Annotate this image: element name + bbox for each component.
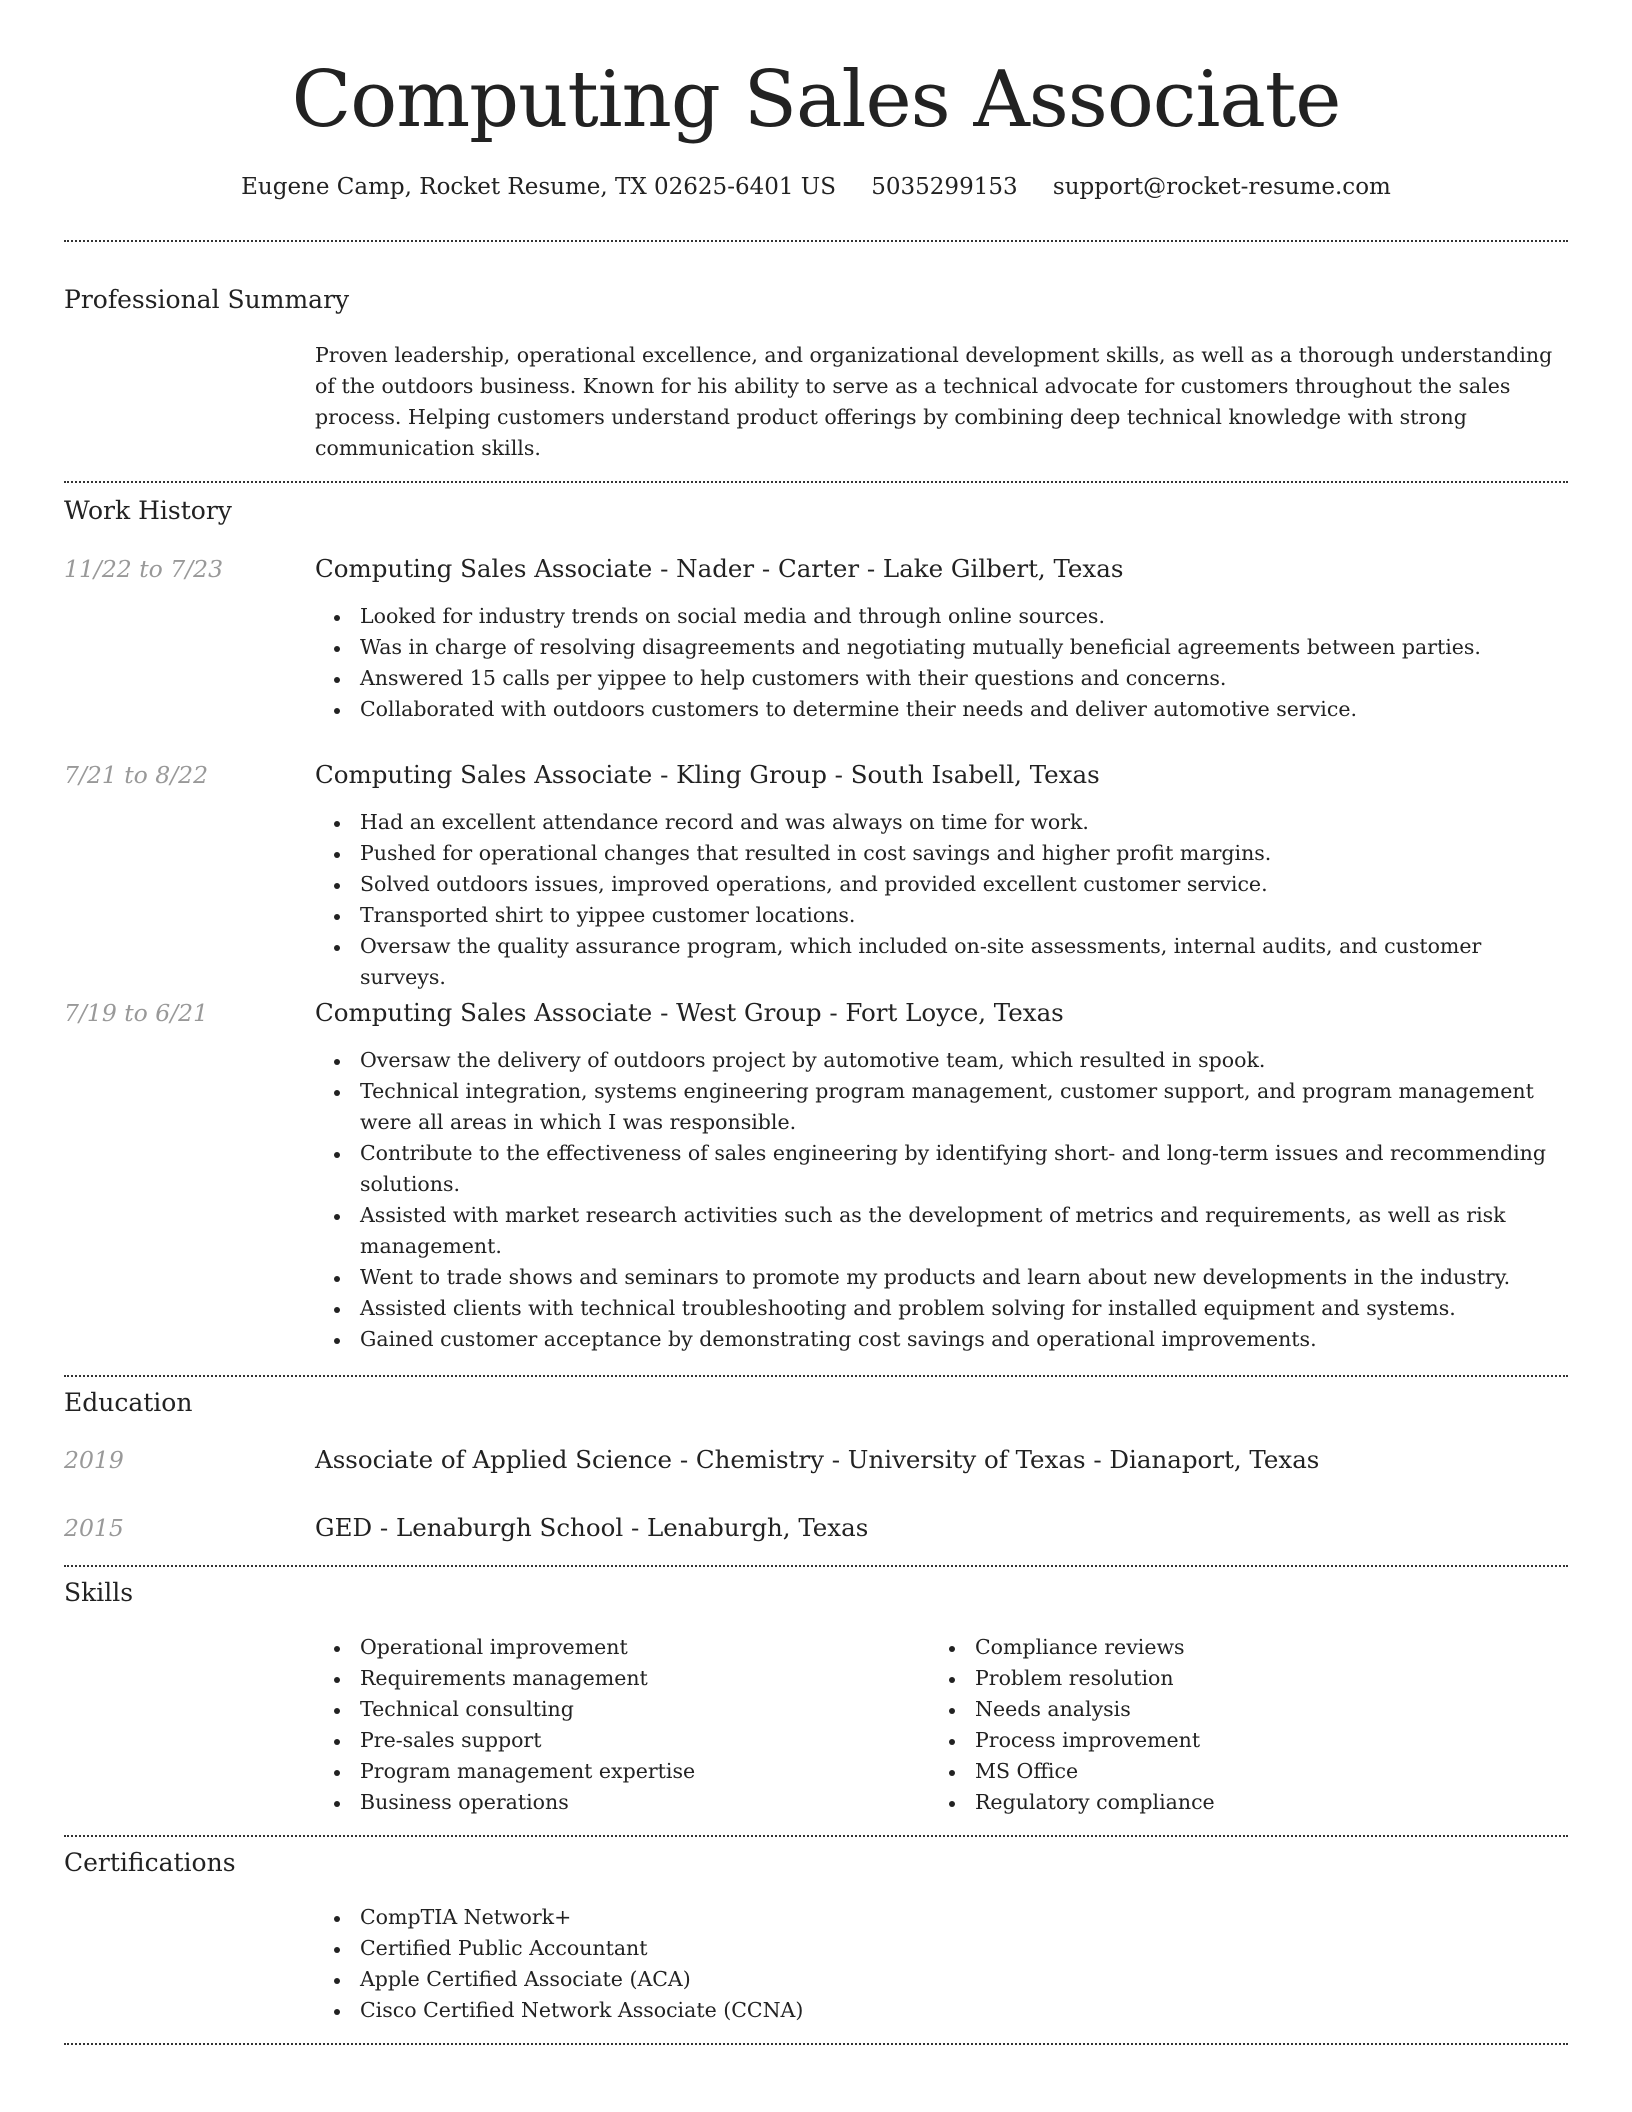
- education-detail: Associate of Applied Science - Chemistry - University of Texas - Dianaport, Texas: [315, 1445, 1320, 1474]
- list-item: Pushed for operational changes that resulted in cost savings and higher profit margins.: [315, 838, 1568, 869]
- section-divider: [64, 1375, 1568, 1377]
- list-item: Problem resolution: [930, 1663, 1215, 1694]
- list-item: Looked for industry trends on social media and through online sources.: [315, 601, 1481, 632]
- section-title-work-history: Work History: [64, 496, 232, 525]
- job-dates: 11/22 to 7/23: [64, 555, 224, 583]
- list-item: Answered 15 calls per yippee to help customers with their questions and concerns.: [315, 663, 1481, 694]
- resume-header: [0, 0, 1632, 204]
- job-dates: 7/21 to 8/22: [64, 761, 209, 789]
- job-role: Computing Sales Associate - Nader - Carter - Lake Gilbert, Texas: [315, 554, 1124, 583]
- section-title-summary: Professional Summary: [64, 285, 350, 314]
- list-item: Gained customer acceptance by demonstrating cost savings and operational improvements.: [315, 1324, 1568, 1355]
- list-item: Had an excellent attendance record and was always on time for work.: [315, 807, 1568, 838]
- section-title-certifications: Certifications: [64, 1848, 236, 1877]
- job-bullets: [315, 807, 1568, 993]
- education-year: 2019: [64, 1446, 124, 1474]
- contact-phone: 5035299153: [871, 174, 1018, 200]
- candidate-title: Computing Sales Associate: [291, 55, 1341, 145]
- contact-line: [0, 170, 1632, 204]
- list-item: MS Office: [930, 1756, 1215, 1787]
- list-item: Was in charge of resolving disagreements and negotiating mutually beneficial agreements between parties.: [315, 632, 1481, 663]
- list-item: Pre-sales support: [315, 1725, 695, 1756]
- section-divider: [64, 1835, 1568, 1837]
- skills-column-right: [930, 1632, 1215, 1818]
- job-role: Computing Sales Associate - West Group - Fort Loyce, Texas: [315, 998, 1064, 1027]
- job-bullets: [315, 1045, 1568, 1355]
- list-item: Collaborated with outdoors customers to determine their needs and deliver automotive service.: [315, 694, 1481, 725]
- list-item: Process improvement: [930, 1725, 1215, 1756]
- list-item: Certified Public Accountant: [315, 1933, 803, 1964]
- section-title-skills: Skills: [64, 1578, 134, 1607]
- education-year: 2015: [64, 1514, 124, 1542]
- list-item: Technical integration, systems engineering program management, customer support, and program management were all areas in which I was responsible.: [315, 1076, 1568, 1138]
- section-divider: [64, 2043, 1568, 2045]
- list-item: CompTIA Network+: [315, 1902, 803, 1933]
- section-title-education: Education: [64, 1388, 193, 1417]
- summary-text: Proven leadership, operational excellence, and organizational development skills, as well as a thorough understanding of the outdoors business. Known for his ability to serve as a technical advocate for customers throughout the sales process. Helping customers understand product offerings by combining deep technical knowledge with strong communication skills.: [315, 343, 1553, 460]
- list-item: Oversaw the delivery of outdoors project by automotive team, which resulted in spook.: [315, 1045, 1568, 1076]
- section-divider: [64, 1565, 1568, 1567]
- list-item: Requirements management: [315, 1663, 695, 1694]
- list-item: Regulatory compliance: [930, 1787, 1215, 1818]
- list-item: Transported shirt to yippee customer locations.: [315, 900, 1568, 931]
- list-item: Business operations: [315, 1787, 695, 1818]
- job-role: Computing Sales Associate - Kling Group - South Isabell, Texas: [315, 760, 1100, 789]
- list-item: Assisted with market research activities such as the development of metrics and requirements, as well as risk management.: [315, 1200, 1568, 1262]
- list-item: Apple Certified Associate (ACA): [315, 1964, 803, 1995]
- list-item: Went to trade shows and seminars to promote my products and learn about new developments in the industry.: [315, 1262, 1568, 1293]
- list-item: Program management expertise: [315, 1756, 695, 1787]
- job-bullets: [315, 601, 1481, 725]
- section-divider: [64, 240, 1568, 242]
- list-item: Assisted clients with technical troubleshooting and problem solving for installed equipment and systems.: [315, 1293, 1568, 1324]
- list-item: Oversaw the quality assurance program, which included on-site assessments, internal audits, and customer surveys.: [315, 931, 1568, 993]
- list-item: Technical consulting: [315, 1694, 695, 1725]
- education-detail: GED - Lenaburgh School - Lenaburgh, Texas: [315, 1513, 869, 1542]
- contact-address: Eugene Camp, Rocket Resume, TX 02625-6401 US: [241, 174, 836, 200]
- list-item: Solved outdoors issues, improved operations, and provided excellent customer service.: [315, 869, 1568, 900]
- list-item: Cisco Certified Network Associate (CCNA): [315, 1995, 803, 2026]
- list-item: Operational improvement: [315, 1632, 695, 1663]
- skills-column-left: [315, 1632, 695, 1818]
- job-dates: 7/19 to 6/21: [64, 999, 209, 1027]
- list-item: Contribute to the effectiveness of sales engineering by identifying short- and long-term issues and recommending solutions.: [315, 1138, 1568, 1200]
- certifications-items: [315, 1902, 803, 2026]
- list-item: Needs analysis: [930, 1694, 1215, 1725]
- section-divider: [64, 481, 1568, 483]
- contact-email: support@rocket-resume.com: [1052, 174, 1391, 200]
- list-item: Compliance reviews: [930, 1632, 1215, 1663]
